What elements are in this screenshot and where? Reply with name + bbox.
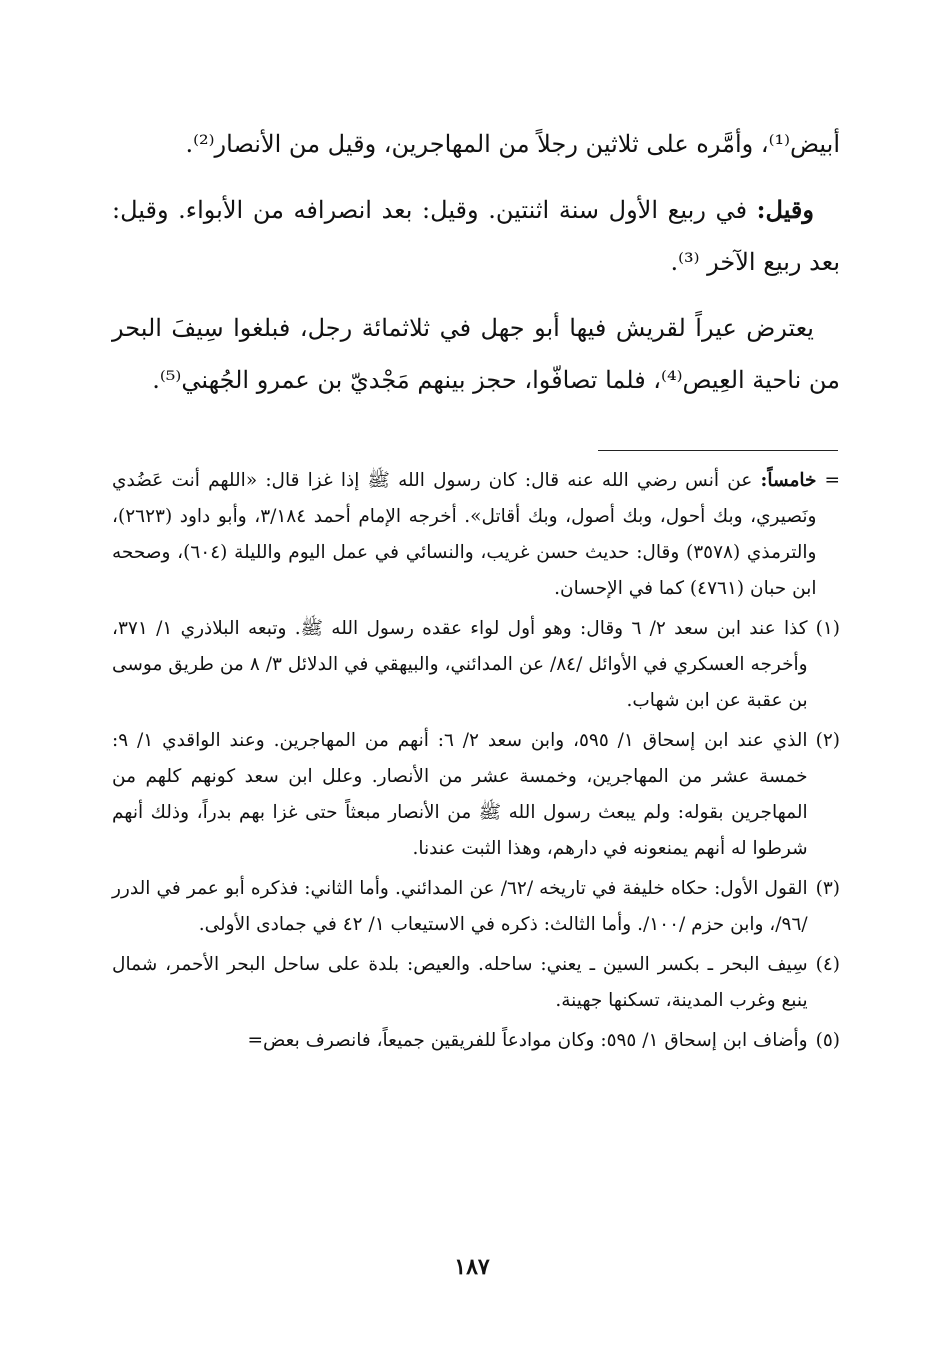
paragraph-3: يعترض عيراً لقريش فيها أبو جهل في ثلاثمائة رجل، فبلغوا سِيفَ البحر من ناحية العِيص⁽⁴⁾، فلما تصافّوا، حجز بينهم مَجْديّ بن عمرو الجُهني⁽⁵⁾. bbox=[112, 314, 840, 394]
footnote-text: سِيف البحر ـ بكسر السين ـ يعني: ساحله. والعيص: بلدة على ساحل البحر الأحمر، شمال ينبع وغرب المدينة، تسكنها جهينة. bbox=[112, 954, 808, 1011]
paragraph-2-label: وقيل: bbox=[756, 195, 814, 224]
footnote-number: (٢) bbox=[815, 730, 840, 751]
footnote-5 bbox=[112, 1023, 840, 1059]
footnote-number: (٥) bbox=[815, 1030, 840, 1051]
footnote-text: كذا عند ابن سعد ٢/ ٦ وقال: وهو أول لواء عقده رسول الله ﷺ. وتبعه البلاذري ١/ ٣٧١، وأخرجه العسكري في الأوائل /٨٤/ عن المدائني، والبيهقي في الدلائل ٣/ ٨ من طريق موسى بن عقبة عن ابن شهاب. bbox=[112, 618, 808, 711]
footnote-text: وأضاف ابن إسحاق ١/ ٥٩٥: وكان موادعاً للفريقين جميعاً، فانصرف بعض= bbox=[247, 1030, 808, 1051]
footnote-text: الذي عند ابن إسحاق ١/ ٥٩٥، وابن سعد ٢/ ٦: أنهم من المهاجرين. وعند الواقدي ١/ ٩: خمسة عشر من المهاجرين، وخمسة عشر من الأنصار. وعلل ابن سعد كونهم كلهم من المهاجرين بقوله: ولم يبعث رسول الله ﷺ من الأنصار مبعثاً حتى غزا بهم بدراً، وذلك أنهم شرطوا له أنهم يمنعونه في دارهم، وهذا الثبت عندنا. bbox=[112, 730, 808, 859]
footnote-4 bbox=[112, 947, 840, 1019]
footnote-3 bbox=[112, 871, 840, 943]
footnote-text bbox=[112, 463, 816, 607]
paragraph-2-text: في ربيع الأول سنة اثنتين. وقيل: بعد انصرافه من الأبواء. وقيل: بعد ربيع الآخر ⁽³⁾. bbox=[112, 196, 840, 276]
footnotes bbox=[112, 463, 840, 1063]
continuation-label: خامساً: bbox=[760, 470, 817, 491]
footnote-number: (١) bbox=[815, 618, 840, 639]
paragraph-1: أبيض⁽¹⁾، وأمَّره على ثلاثين رجلاً من المهاجرين، وقيل من الأنصار⁽²⁾. bbox=[185, 130, 840, 158]
footnote-number: (٤) bbox=[815, 954, 840, 975]
footnote-separator bbox=[598, 450, 838, 451]
main-text bbox=[112, 118, 840, 420]
paragraph-2 bbox=[112, 184, 840, 288]
continuation-marker: = bbox=[824, 470, 840, 491]
continuation-text: عن أنس رضي الله عنه قال: كان رسول الله ﷺ إذا غزا قال: «اللهم أنت عَضُدي ونَصيري، وبك أحول، وبك أصول، وبك أقاتل». أخرجه الإمام أحمد ٣/١٨٤، وأبو داود (٢٦٢٣)، والترمذي (٣٥٧٨) وقال: حديث حسن غريب، والنسائي في عمل اليوم والليلة (٦٠٤)، وصححه ابن حبان (٤٧٦١) كما في الإحسان. bbox=[112, 470, 817, 599]
footnote-continuation bbox=[112, 463, 840, 607]
footnote-text: القول الأول: حكاه خليفة في تاريخه /٦٢/ عن المدائني. وأما الثاني: فذكره أبو عمر في الدرر /٩٦/، وابن حزم /١٠٠/. وأما الثالث: ذكره في الاستيعاب ١/ ٤٢ في جمادى الأولى. bbox=[112, 878, 808, 935]
page-number: ١٨٧ bbox=[454, 1254, 490, 1280]
footnote-2 bbox=[112, 723, 840, 867]
footnote-number: (٣) bbox=[815, 878, 840, 899]
footnote-1 bbox=[112, 611, 840, 719]
